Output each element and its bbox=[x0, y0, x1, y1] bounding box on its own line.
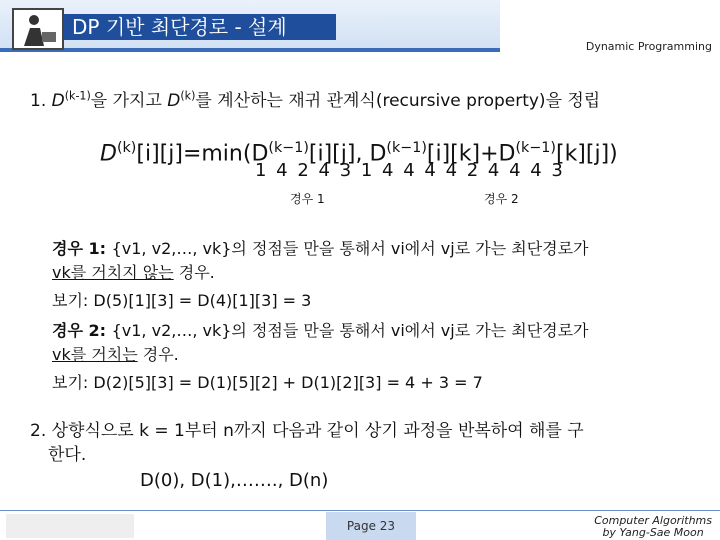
case-1-line: 경우 1: {v1, v2,…, vk}의 정점들 만을 통해서 vi에서 vj로 가는 최단경로가 bbox=[52, 239, 589, 258]
logo-icon bbox=[12, 8, 64, 50]
equation-digits: 1 4 2 4 3 1 4 4 4 4 2 4 4 4 3 bbox=[255, 160, 565, 181]
case-2-example: 보기: D(2)[5][3] = D(1)[5][2] + D(1)[2][3] = 4 + 3 = 7 bbox=[52, 373, 483, 392]
page-number: Page 23 bbox=[326, 512, 416, 540]
case-2-line: 경우 2: {v1, v2,…, vk}의 정점들 만을 통해서 vi에서 vj로 가는 최단경로가 bbox=[52, 321, 589, 340]
university-logo bbox=[6, 514, 134, 538]
case-1-label: 경우 1 bbox=[290, 192, 325, 206]
page-title: DP 기반 최단경로 - 설계 bbox=[72, 15, 287, 39]
subtitle: Dynamic Programming bbox=[585, 40, 712, 53]
case-1-condition: vk를 거치지 않는 경우. bbox=[52, 263, 215, 282]
case-2-condition: vk를 거치는 경우. bbox=[52, 345, 179, 364]
footer-divider bbox=[0, 510, 720, 511]
matrix-sequence: D(0), D(1),……., D(n) bbox=[140, 470, 329, 491]
footer-credit: Computer Algorithms by Yang-Sae Moon bbox=[594, 514, 712, 539]
step-2: 2. 상향식으로 k = 1부터 n까지 다음과 같이 상기 과정을 반복하여 해를 구 bbox=[30, 421, 584, 441]
step-1: 1. $D^{(k-1)}$을 가지고 $D^{(k)}$를 계산하는 재귀 관계식(recursive property)을 정립 bbox=[30, 89, 601, 111]
step-2-cont: 한다. bbox=[48, 445, 87, 465]
case-1-example: 보기: D(5)[1][3] = D(4)[1][3] = 3 bbox=[52, 291, 312, 310]
recurrence-equation: $D^{(k)}[i][j]=\min(D^{(k-1)}[i][j]$, $D^{(k-1)}[i][k]+D^{(k-1)}[k][j]$) bbox=[100, 140, 618, 167]
case-2-label: 경우 2 bbox=[484, 192, 519, 206]
